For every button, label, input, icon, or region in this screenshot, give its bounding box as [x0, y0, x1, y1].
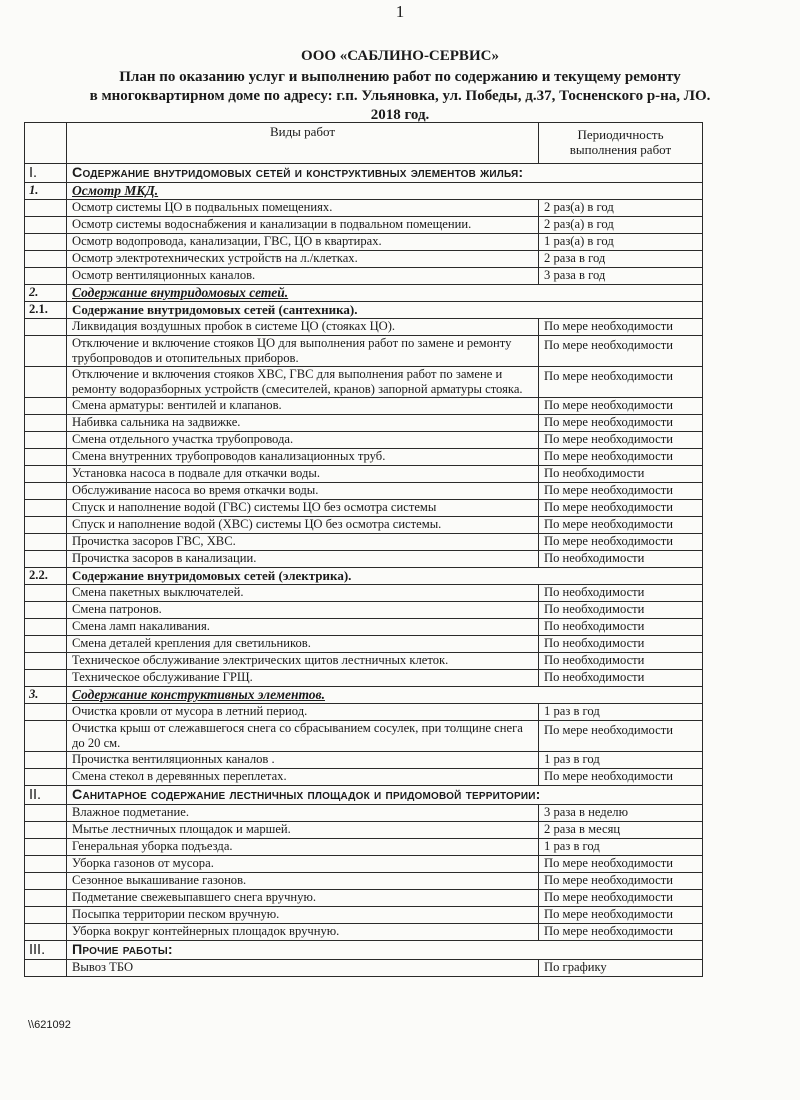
work-frequency: По необходимости	[539, 585, 703, 602]
work-frequency: По необходимости	[539, 466, 703, 483]
table-row	[25, 319, 703, 336]
document-title-line-1: План по оказанию услуг и выполнению работ по содержанию и текущему ремонту	[119, 69, 681, 85]
table-row	[25, 907, 703, 924]
row-number-cell	[25, 890, 67, 907]
work-frequency: 3 раза в неделю	[539, 805, 703, 822]
row-number-cell	[25, 822, 67, 839]
section-number: II.	[25, 786, 67, 805]
row-number-cell	[25, 907, 67, 924]
subgroup-title	[67, 568, 703, 585]
work-description: Осмотр вентиляционных каналов.	[67, 268, 539, 285]
table-row	[25, 432, 703, 449]
row-number-cell	[25, 636, 67, 653]
work-frequency: 2 раза в год	[539, 251, 703, 268]
work-description: Техническое обслуживание электрических щитов лестничных клеток.	[67, 653, 539, 670]
work-frequency: По мере необходимости	[539, 721, 703, 752]
work-description: Установка насоса в подвале для откачки воды.	[67, 466, 539, 483]
work-description: Очистка кровли от мусора в летний период.	[67, 704, 539, 721]
table-row	[25, 890, 703, 907]
table-row	[25, 769, 703, 786]
table-row	[25, 500, 703, 517]
work-description: Подметание свежевыпавшего снега вручную.	[67, 890, 539, 907]
table-row	[25, 670, 703, 687]
group-row	[25, 687, 703, 704]
row-number-cell	[25, 704, 67, 721]
row-number-cell	[25, 415, 67, 432]
header-frequency-line-1: Периодичность	[577, 127, 664, 142]
section-row	[25, 941, 703, 960]
table-row	[25, 551, 703, 568]
work-description: Генеральная уборка подъезда.	[67, 839, 539, 856]
group-number: 3.	[25, 687, 67, 704]
work-description: Очистка крыш от слежавшегося снега со сбрасыванием сосулек, при толщине снега до 20 см.	[67, 721, 539, 752]
group-title	[67, 183, 703, 200]
subgroup-row	[25, 568, 703, 585]
works-plan-table	[24, 122, 703, 977]
work-description: Осмотр электротехнических устройств на л./клетках.	[67, 251, 539, 268]
table-row	[25, 619, 703, 636]
table-row	[25, 822, 703, 839]
group-title-text: Содержание конструктивных элементов.	[72, 687, 325, 702]
work-frequency: По мере необходимости	[539, 907, 703, 924]
header-frequency-line-2: выполнения работ	[569, 142, 672, 157]
section-title: Прочие работы:	[67, 941, 703, 960]
work-description: Смена патронов.	[67, 602, 539, 619]
table-row	[25, 234, 703, 251]
row-number-cell	[25, 234, 67, 251]
table-row	[25, 268, 703, 285]
subgroup-title	[67, 302, 703, 319]
work-description: Вывоз ТБО	[67, 960, 539, 977]
work-description: Спуск и наполнение водой (ХВС) системы ЦО без осмотра системы.	[67, 517, 539, 534]
work-frequency: 1 раз в год	[539, 752, 703, 769]
row-number-cell	[25, 670, 67, 687]
works-plan-table-body	[25, 123, 703, 977]
work-frequency: По мере необходимости	[539, 890, 703, 907]
row-number-cell	[25, 752, 67, 769]
table-row	[25, 960, 703, 977]
work-frequency: По мере необходимости	[539, 856, 703, 873]
work-description: Техническое обслуживание ГРЩ.	[67, 670, 539, 687]
section-row	[25, 786, 703, 805]
row-number-cell	[25, 856, 67, 873]
group-title-text: Осмотр МКД.	[72, 183, 159, 198]
work-frequency: По мере необходимости	[539, 924, 703, 941]
work-frequency: По необходимости	[539, 619, 703, 636]
section-title: Санитарное содержание лестничных площадок и придомовой территории:	[67, 786, 703, 805]
work-frequency: По мере необходимости	[539, 449, 703, 466]
work-frequency: По необходимости	[539, 670, 703, 687]
group-title-text: Содержание внутридомовых сетей.	[72, 285, 289, 300]
section-row	[25, 164, 703, 183]
table-row	[25, 839, 703, 856]
work-description: Смена ламп накаливания.	[67, 619, 539, 636]
row-number-cell	[25, 924, 67, 941]
work-description: Осмотр водопровода, канализации, ГВС, ЦО в квартирах.	[67, 234, 539, 251]
row-number-cell	[25, 398, 67, 415]
row-number-cell	[25, 483, 67, 500]
work-description: Ликвидация воздушных пробок в системе ЦО (стояках ЦО).	[67, 319, 539, 336]
work-frequency: По необходимости	[539, 551, 703, 568]
table-row	[25, 653, 703, 670]
table-row	[25, 517, 703, 534]
work-frequency: По мере необходимости	[539, 483, 703, 500]
work-frequency: 2 раз(а) в год	[539, 217, 703, 234]
work-description: Отключение и включения стояков ХВС, ГВС для выполнения работ по замене и ремонту водоразборных устройств (смесителей, кранов) запорной арматуры стояка.	[67, 367, 539, 398]
work-frequency: По мере необходимости	[539, 415, 703, 432]
section-title: Содержание внутридомовых сетей и конструктивных элементов жилья:	[67, 164, 703, 183]
work-description: Смена деталей крепления для светильников.	[67, 636, 539, 653]
table-row	[25, 721, 703, 752]
header-works-cell: Виды работ	[67, 123, 539, 164]
work-frequency: По мере необходимости	[539, 769, 703, 786]
row-number-cell	[25, 268, 67, 285]
work-description: Влажное подметание.	[67, 805, 539, 822]
row-number-cell	[25, 367, 67, 398]
work-frequency: По мере необходимости	[539, 336, 703, 367]
work-description: Смена арматуры: вентилей и клапанов.	[67, 398, 539, 415]
work-description: Набивка сальника на задвижке.	[67, 415, 539, 432]
table-row	[25, 924, 703, 941]
table-row	[25, 704, 703, 721]
row-number-cell	[25, 500, 67, 517]
work-frequency: 2 раз(а) в год	[539, 200, 703, 217]
row-number-cell	[25, 769, 67, 786]
work-frequency: По необходимости	[539, 602, 703, 619]
document-title-line-2: в многоквартирном доме по адресу: г.п. Ульяновка, ул. Победы, д.37, Тосненского р-на, ЛО.	[89, 88, 711, 104]
work-description: Смена пакетных выключателей.	[67, 585, 539, 602]
work-frequency: 1 раз в год	[539, 704, 703, 721]
header-frequency-cell	[539, 123, 703, 164]
work-frequency: По мере необходимости	[539, 534, 703, 551]
row-number-cell	[25, 619, 67, 636]
row-number-cell	[25, 251, 67, 268]
row-number-cell	[25, 432, 67, 449]
row-number-cell	[25, 960, 67, 977]
table-header-row	[25, 123, 703, 164]
work-frequency: По мере необходимости	[539, 319, 703, 336]
table-row	[25, 251, 703, 268]
group-title	[67, 285, 703, 302]
work-description: Осмотр системы ЦО в подвальных помещениях.	[67, 200, 539, 217]
table-row	[25, 449, 703, 466]
row-number-cell	[25, 653, 67, 670]
row-number-cell	[25, 551, 67, 568]
subgroup-title-text: Содержание внутридомовых сетей (сантехника).	[72, 302, 358, 317]
table-row	[25, 636, 703, 653]
subgroup-title-text: Содержание внутридомовых сетей (электрика).	[72, 568, 352, 583]
work-description: Прочистка вентиляционных каналов .	[67, 752, 539, 769]
subgroup-number: 2.1.	[25, 302, 67, 319]
group-row	[25, 183, 703, 200]
work-description: Посыпка территории песком вручную.	[67, 907, 539, 924]
row-number-cell	[25, 721, 67, 752]
row-number-cell	[25, 602, 67, 619]
work-description: Уборка вокруг контейнерных площадок вручную.	[67, 924, 539, 941]
row-number-cell	[25, 217, 67, 234]
row-number-cell	[25, 449, 67, 466]
work-frequency: По необходимости	[539, 653, 703, 670]
work-frequency: По мере необходимости	[539, 398, 703, 415]
row-number-cell	[25, 336, 67, 367]
header-num-cell	[25, 123, 67, 164]
row-number-cell	[25, 873, 67, 890]
row-number-cell	[25, 200, 67, 217]
table-row	[25, 856, 703, 873]
work-frequency: По мере необходимости	[539, 367, 703, 398]
work-description: Сезонное выкашивание газонов.	[67, 873, 539, 890]
work-description: Прочистка засоров ГВС, ХВС.	[67, 534, 539, 551]
work-description: Смена внутренних трубопроводов канализационных труб.	[67, 449, 539, 466]
group-title	[67, 687, 703, 704]
table-row	[25, 602, 703, 619]
work-description: Смена стекол в деревянных переплетах.	[67, 769, 539, 786]
work-frequency: По графику	[539, 960, 703, 977]
document-year: 2018 год.	[370, 107, 430, 123]
work-description: Смена отдельного участка трубопровода.	[67, 432, 539, 449]
work-description: Спуск и наполнение водой (ГВС) системы ЦО без осмотра системы	[67, 500, 539, 517]
table-row	[25, 367, 703, 398]
table-row	[25, 336, 703, 367]
row-number-cell	[25, 534, 67, 551]
work-description: Прочистка засоров в канализации.	[67, 551, 539, 568]
work-frequency: По мере необходимости	[539, 517, 703, 534]
table-row	[25, 217, 703, 234]
table-row	[25, 415, 703, 432]
work-description: Отключение и включение стояков ЦО для выполнения работ по замене и ремонту трубопроводов и отопительных приборов.	[67, 336, 539, 367]
work-frequency: 1 раз в год	[539, 839, 703, 856]
group-number: 1.	[25, 183, 67, 200]
work-frequency: По мере необходимости	[539, 432, 703, 449]
row-number-cell	[25, 839, 67, 856]
work-frequency: По мере необходимости	[539, 500, 703, 517]
row-number-cell	[25, 319, 67, 336]
group-row	[25, 285, 703, 302]
table-row	[25, 873, 703, 890]
table-row	[25, 752, 703, 769]
row-number-cell	[25, 585, 67, 602]
footer-code: \\621092	[28, 1019, 71, 1031]
row-number-cell	[25, 466, 67, 483]
work-frequency: По мере необходимости	[539, 873, 703, 890]
organization-name: ООО «САБЛИНО-СЕРВИС»	[301, 48, 499, 64]
group-number: 2.	[25, 285, 67, 302]
work-frequency: 2 раза в месяц	[539, 822, 703, 839]
section-number: I.	[25, 164, 67, 183]
table-row	[25, 805, 703, 822]
table-row	[25, 398, 703, 415]
work-description: Мытье лестничных площадок и маршей.	[67, 822, 539, 839]
work-frequency: 1 раз(а) в год	[539, 234, 703, 251]
work-description: Уборка газонов от мусора.	[67, 856, 539, 873]
section-number: III.	[25, 941, 67, 960]
work-frequency: 3 раза в год	[539, 268, 703, 285]
page-number: 1	[395, 2, 405, 21]
work-description: Осмотр системы водоснабжения и канализации в подвальном помещении.	[67, 217, 539, 234]
subgroup-number: 2.2.	[25, 568, 67, 585]
table-row	[25, 466, 703, 483]
row-number-cell	[25, 805, 67, 822]
table-row	[25, 534, 703, 551]
table-row	[25, 483, 703, 500]
work-description: Обслуживание насоса во время откачки воды.	[67, 483, 539, 500]
table-row	[25, 585, 703, 602]
table-row	[25, 200, 703, 217]
subgroup-row	[25, 302, 703, 319]
work-frequency: По необходимости	[539, 636, 703, 653]
row-number-cell	[25, 517, 67, 534]
